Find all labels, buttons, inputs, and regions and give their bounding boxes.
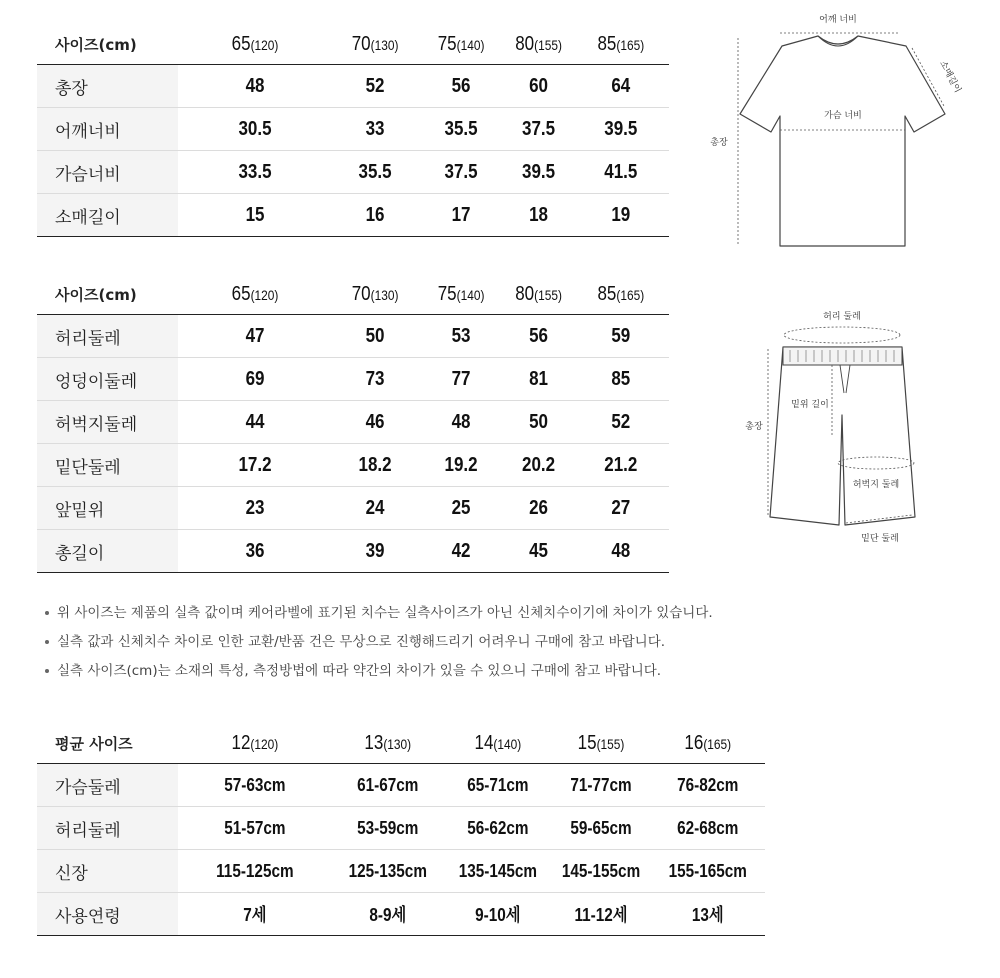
measurement-value: 52 (581, 401, 662, 444)
measurement-value: 17 (425, 194, 498, 237)
measurement-value: 46 (338, 401, 411, 444)
header-label: 사이즈(cm) (37, 24, 178, 65)
header-row (37, 723, 765, 764)
size-number: 15 (578, 731, 597, 754)
measurement-value: 76-82cm (660, 764, 757, 807)
measurement-value: 19.2 (425, 444, 498, 487)
measurement-value: 56 (425, 65, 498, 108)
row-label: 허리둘레 (37, 315, 178, 358)
size-header (509, 24, 568, 65)
header-row (37, 274, 669, 315)
table-row (37, 850, 765, 893)
measurement-value: 135-145cm (452, 850, 544, 893)
measurement-value: 47 (189, 315, 320, 358)
row-label: 소매길이 (37, 194, 178, 237)
row-label: 사용연령 (37, 893, 178, 936)
measurement-value: 11-12세 (559, 893, 644, 936)
size-height: (165) (616, 286, 645, 303)
size-header (581, 24, 662, 65)
size-number: 65 (231, 32, 251, 55)
row-label: 허벅지둘레 (37, 401, 178, 444)
table-row (37, 194, 669, 237)
size-header (189, 274, 320, 315)
row-label: 신장 (37, 850, 178, 893)
measurement-value: 35.5 (338, 151, 411, 194)
size-height: (140) (456, 286, 485, 303)
measurement-value: 56-62cm (452, 807, 544, 850)
shoulder-width-label: 어깨 너비 (819, 15, 857, 25)
row-label: 허리둘레 (37, 807, 178, 850)
size-header (425, 24, 498, 65)
size-header (189, 24, 320, 65)
measurement-value: 15 (189, 194, 320, 237)
tshirt-diagram (700, 8, 990, 253)
measurement-value: 56 (509, 315, 568, 358)
measurement-value: 26 (509, 487, 568, 530)
size-number: 75 (437, 282, 457, 305)
measurement-value: 69 (189, 358, 320, 401)
measurement-value: 36 (189, 530, 320, 573)
measurement-value: 20.2 (509, 444, 568, 487)
size-number: 14 (474, 731, 494, 754)
measurement-value: 24 (338, 487, 411, 530)
size-number: 80 (515, 282, 535, 305)
header-label: 사이즈(cm) (37, 274, 178, 315)
bullet-icon (45, 640, 49, 644)
size-height: (140) (456, 36, 485, 53)
table-row (37, 151, 669, 194)
measurement-value: 41.5 (581, 151, 662, 194)
measurement-value: 64 (581, 65, 662, 108)
table-row (37, 65, 669, 108)
measurement-value: 7세 (190, 893, 321, 936)
size-number: 70 (351, 32, 371, 55)
measurement-value: 51-57cm (190, 807, 321, 850)
size-height: (130) (370, 286, 399, 303)
table-row (37, 764, 765, 807)
measurement-value: 60 (509, 65, 568, 108)
measurement-value: 125-135cm (340, 850, 435, 893)
table-row (37, 444, 669, 487)
size-height: (165) (703, 735, 732, 752)
note-text: 실측 값과 신체치수 차이로 인한 교환/반품 건은 무상으로 진행해드리기 어려우니 구매에 참고 바랍니다. (57, 634, 666, 650)
size-number: 85 (597, 32, 617, 55)
size-height: (130) (383, 735, 412, 752)
measurement-value: 50 (509, 401, 568, 444)
size-height: (120) (250, 36, 279, 53)
row-label: 어깨너비 (37, 108, 178, 151)
row-label: 가슴둘레 (37, 764, 178, 807)
measurement-value: 9-10세 (452, 893, 544, 936)
measurement-value: 50 (338, 315, 411, 358)
measurement-value: 115-125cm (190, 850, 321, 893)
measurement-value: 65-71cm (452, 764, 544, 807)
measurement-value: 16 (338, 194, 411, 237)
measurement-value: 53 (425, 315, 498, 358)
size-height: (155) (534, 286, 563, 303)
measurement-value: 81 (509, 358, 568, 401)
measurement-value: 155-165cm (660, 850, 757, 893)
size-header (190, 723, 321, 764)
size-header (509, 274, 568, 315)
measurement-value: 23 (189, 487, 320, 530)
tshirt-outline-icon (740, 36, 945, 246)
measurement-value: 53-59cm (340, 807, 435, 850)
table-row (37, 358, 669, 401)
row-label: 총길이 (37, 530, 178, 573)
measurement-value: 37.5 (425, 151, 498, 194)
size-header (338, 24, 411, 65)
measurement-value: 39.5 (581, 108, 662, 151)
measurement-value: 17.2 (189, 444, 320, 487)
size-header (338, 274, 411, 315)
size-header (660, 723, 757, 764)
size-height: (140) (493, 735, 521, 752)
waist-measure-ellipse (784, 327, 900, 343)
measurement-value: 33.5 (189, 151, 320, 194)
top-size-table (37, 24, 669, 237)
size-height: (130) (370, 36, 399, 53)
measurement-value: 39 (338, 530, 411, 573)
size-header (559, 723, 644, 764)
measurement-value: 45 (509, 530, 568, 573)
average-size-table (37, 723, 765, 936)
bullet-icon (45, 611, 49, 615)
thigh-label: 허벅지 둘레 (852, 480, 900, 490)
table-row (37, 108, 669, 151)
row-label: 밑단둘레 (37, 444, 178, 487)
measurement-value: 42 (425, 530, 498, 573)
measurement-value: 37.5 (509, 108, 568, 151)
size-height: (165) (616, 36, 645, 53)
measurement-value: 21.2 (581, 444, 662, 487)
size-number: 75 (437, 32, 457, 55)
measurement-value: 48 (189, 65, 320, 108)
bullet-icon (45, 669, 49, 673)
shorts-length-label: 총장 (745, 422, 763, 432)
measurement-value: 19 (581, 194, 662, 237)
note-item (45, 600, 713, 629)
measurement-value: 18.2 (338, 444, 411, 487)
measurement-value: 44 (189, 401, 320, 444)
row-label: 엉덩이둘레 (37, 358, 178, 401)
size-number: 85 (597, 282, 617, 305)
size-header (340, 723, 435, 764)
size-header (452, 723, 544, 764)
size-number: 12 (231, 731, 251, 754)
note-item (45, 658, 713, 687)
size-height: (120) (250, 286, 279, 303)
measurement-value: 145-155cm (559, 850, 644, 893)
size-number: 65 (231, 282, 251, 305)
size-header (425, 274, 498, 315)
measurement-value: 30.5 (189, 108, 320, 151)
measurement-value: 61-67cm (340, 764, 435, 807)
table-row (37, 401, 669, 444)
measurement-value: 59 (581, 315, 662, 358)
waist-label: 허리 둘레 (823, 312, 861, 322)
size-number: 13 (364, 731, 384, 754)
measurement-value: 71-77cm (559, 764, 644, 807)
measurement-value: 13세 (660, 893, 757, 936)
row-label: 앞밑위 (37, 487, 178, 530)
measurement-value: 62-68cm (660, 807, 757, 850)
measurement-value: 77 (425, 358, 498, 401)
measurement-value: 25 (425, 487, 498, 530)
measurement-value: 48 (581, 530, 662, 573)
header-row (37, 24, 669, 65)
table-row (37, 530, 669, 573)
table-row (37, 807, 765, 850)
size-number: 16 (684, 731, 704, 754)
size-height: (120) (250, 735, 279, 752)
note-text: 실측 사이즈(cm)는 소재의 특성, 측정방법에 따라 약간의 차이가 있을 수 있으니 구매에 참고 바랍니다. (57, 663, 662, 679)
bottom-size-table (37, 274, 669, 573)
shorts-outline-icon (770, 347, 915, 525)
total-length-label: 총장 (710, 138, 728, 148)
measurement-value: 33 (338, 108, 411, 151)
size-number: 70 (351, 282, 371, 305)
rise-length-label: 밑위 길이 (791, 400, 829, 410)
measurement-value: 27 (581, 487, 662, 530)
measurement-notes (45, 600, 713, 687)
note-item (45, 629, 713, 658)
size-height: (155) (596, 735, 625, 752)
measurement-value: 57-63cm (190, 764, 321, 807)
measurement-value: 48 (425, 401, 498, 444)
table-row (37, 487, 669, 530)
size-header (581, 274, 662, 315)
header-label: 평균 사이즈 (37, 723, 178, 764)
row-label: 가슴너비 (37, 151, 178, 194)
measurement-value: 18 (509, 194, 568, 237)
measurement-value: 73 (338, 358, 411, 401)
measurement-value: 59-65cm (559, 807, 644, 850)
size-number: 80 (515, 32, 535, 55)
table-row (37, 315, 669, 358)
size-height: (155) (534, 36, 563, 53)
note-text: 위 사이즈는 제품의 실측 값이며 케어라벨에 표기된 치수는 실측사이즈가 아닌 신체치수이기에 차이가 있습니다. (57, 605, 713, 621)
measurement-value: 35.5 (425, 108, 498, 151)
table-row (37, 893, 765, 936)
measurement-value: 39.5 (509, 151, 568, 194)
shorts-diagram (740, 305, 940, 545)
chest-width-label: 가슴 너비 (824, 111, 862, 121)
sleeve-length-label: 소매길이 (937, 59, 963, 95)
measurement-value: 52 (338, 65, 411, 108)
measurement-value: 8-9세 (340, 893, 435, 936)
hem-label: 밑단 둘레 (861, 534, 899, 544)
measurement-value: 85 (581, 358, 662, 401)
row-label: 총장 (37, 65, 178, 108)
